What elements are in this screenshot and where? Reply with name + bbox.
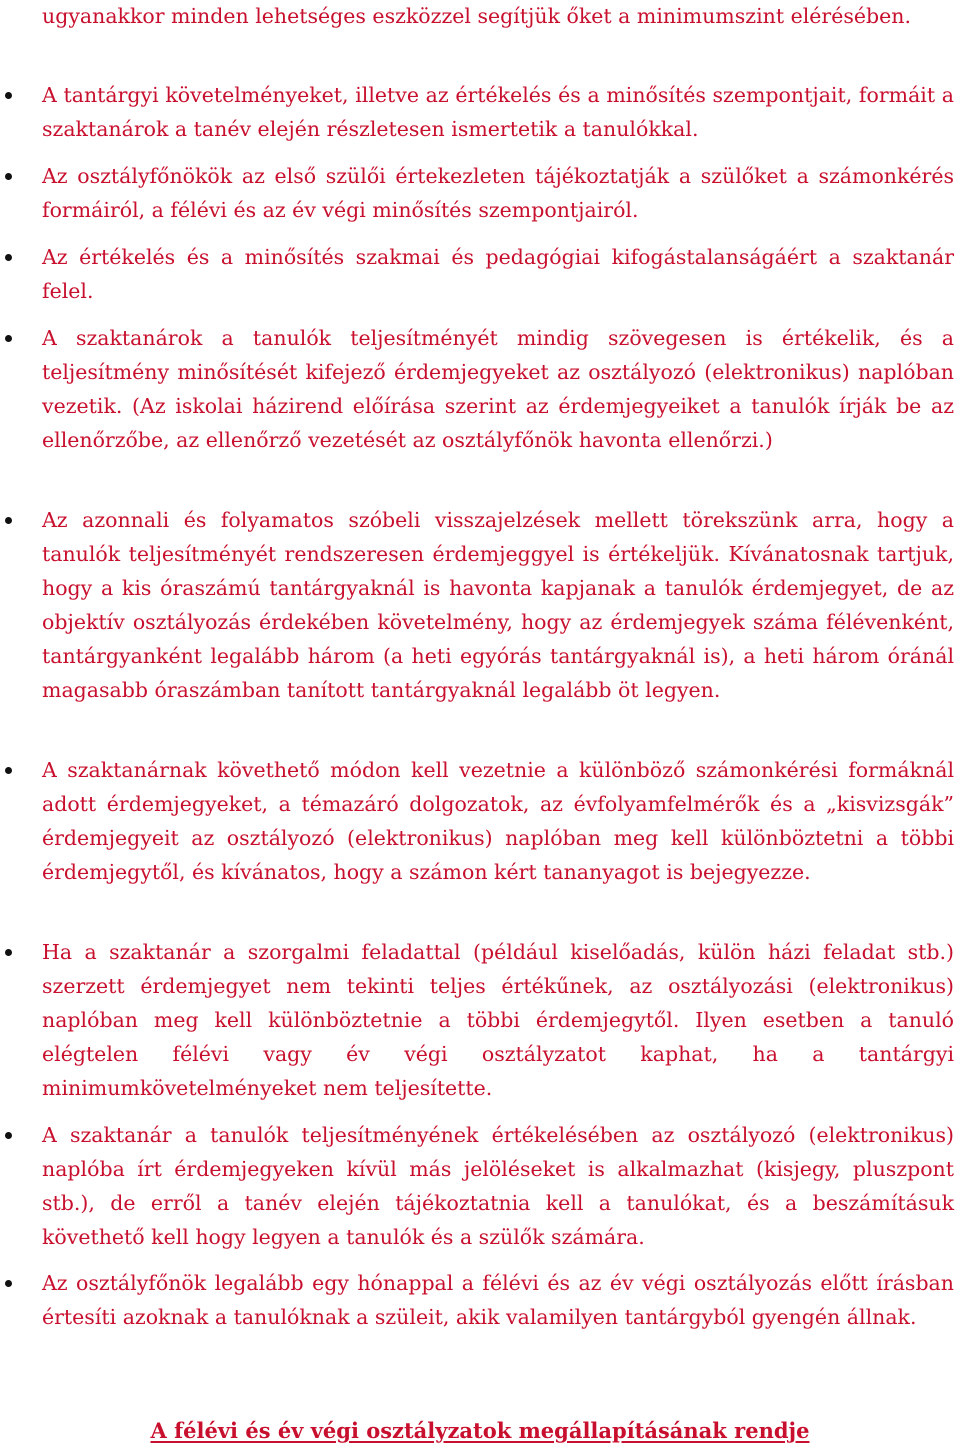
list-item-text: Az azonnali és folyamatos szóbeli visszajelzések mellett törekszünk arra, hogy a tanulók teljesítményét rendszeresen érdemjeggyel is értékeljük. Kívánatosnak tartjuk, hogy a kis óraszámú tantárgyaknál is havonta kapjanak a tanulók érdemjegyet, de az objektív osztályozás érdekében követelmény, hogy az érdemjegyek száma félévenként, tantárgyanként legalább három (a heti egyórás tantárgyaknál is), a heti három óránál magasabb óraszámban tanított tantárgyaknál legalább öt legyen. [42, 508, 954, 702]
list-item-text: A szaktanárok a tanulók teljesítményét mindig szövegesen is értékelik, és a teljesítmény minősítését kifejező érdemjegyeket az osztályozó (elektronikus) naplóban vezetik. (Az iskolai házirend előírása szerint az érdemjegyeiket a tanulók írják be az ellenőrzőbe, az ellenőrző vezetését az osztályfőnök havonta ellenőrzi.) [42, 326, 954, 452]
list-item-text: Az osztályfőnök legalább egy hónappal a félévi és az év végi osztályozás előtt írásban értesíti azoknak a tanulóknak a szüleit, akik valamilyen tantárgyból gyengén állnak. [42, 1271, 954, 1329]
list-item [0, 240, 960, 308]
bullet-icon [5, 517, 12, 524]
bullet-icon [5, 173, 12, 180]
continued-paragraph: ugyanakkor minden lehetséges eszközzel segítjük őket a minimumszint elérésében. [42, 4, 911, 28]
list-item [0, 935, 960, 1105]
bullet-icon [5, 949, 12, 956]
list-item-text: Az értékelés és a minősítés szakmai és pedagógiai kifogástalanságáért a szaktanár felel. [42, 245, 954, 303]
list-item-text: Az osztályfőnökök az első szülői értekezleten tájékoztatják a szülőket a számonkérés formáiról, a félévi és az év végi minősítés szempontjairól. [42, 164, 954, 222]
list-item [0, 1118, 960, 1254]
list-item [0, 503, 960, 741]
list-item-text: A szaktanárnak követhető módon kell vezetnie a különböző számonkérési formáknál adott érdemjegyeket, a témazáró dolgozatok, az évfolyamfelmérők és a „kisvizsgák” érdemjegyeit az osztályozó (elektronikus) naplóban meg kell különböztetni a többi érdemjegytől, és kívánatos, hogy a számon kért tananyagot is bejegyezze. [42, 758, 954, 884]
bullet-icon [5, 767, 12, 774]
bullet-icon [5, 1280, 12, 1287]
list-item [0, 78, 960, 146]
list-item-text: A szaktanár a tanulók teljesítményének értékelésében az osztályozó (elektronikus) naplóba írt érdemjegyeken kívül más jelöléseket is alkalmazhat (kisjegy, pluszpont stb.), de erről a tanév elején tájékoztatnia kell a tanulókat, és a beszámításuk követhető kell hogy legyen a tanulók és a szülők számára. [42, 1123, 954, 1249]
bullet-icon [5, 92, 12, 99]
section-heading: A félévi és év végi osztályzatok megállapításának rendje [150, 1418, 810, 1443]
bullet-icon [5, 335, 12, 342]
bullet-icon [5, 254, 12, 261]
list-item [0, 159, 960, 227]
list-item-text: Ha a szaktanár a szorgalmi feladattal (például kiselőadás, külön házi feladat stb.) szerzett érdemjegyet nem tekinti teljes értékűnek, az osztályozási (elektronikus) naplóban meg kell különböztetnie a többi érdemjegytől. Ilyen esetben a tanuló elégtelen félévi vagy év végi osztályzatot kaphat, ha a tantárgyi minimumkövetelményeket nem teljesítette. [42, 940, 954, 1100]
list-item [0, 1266, 960, 1368]
bullet-icon [5, 1132, 12, 1139]
list-item-text: A tantárgyi követelményeket, illetve az értékelés és a minősítés szempontjait, formáit a szaktanárok a tanév elején részletesen ismertetik a tanulókkal. [42, 83, 954, 141]
list-item [0, 321, 960, 491]
list-item [0, 753, 960, 923]
